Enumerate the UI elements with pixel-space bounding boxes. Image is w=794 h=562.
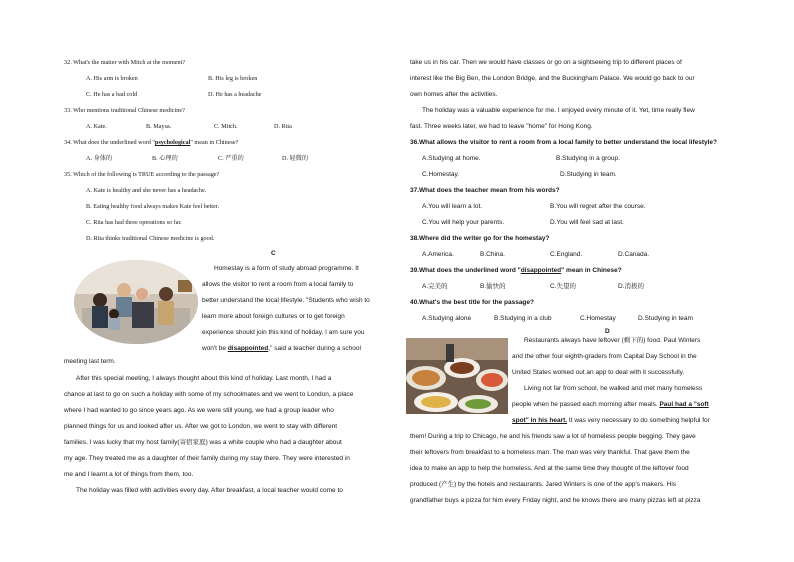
q37-option-a: A.You will learn a lot.: [422, 203, 483, 210]
passage-c-line-6-post: ," said a teacher during a school: [268, 345, 361, 352]
passage-c-line-12: families. I was lucky that my host family(寄宿家庭) was a white couple who had a daughter about: [64, 439, 342, 446]
passage-c-line-3: better understand the local lifestyle. "Students who wish to: [202, 297, 370, 304]
q34-underlined-word: psychological: [154, 139, 191, 146]
passage-d-line-7: them! During a trip to Chicago, he and his friends saw a lot of homeless people begging. They gave: [410, 433, 696, 440]
q37-option-d: D.You will feel sad at last.: [550, 219, 624, 226]
passage-d-line-8: their leftovers from breakfast to a homeless man. The man was very thankful. That gave them the: [410, 449, 690, 456]
passage-d-line-3: United States worked out an app to deal with it successfully.: [512, 369, 685, 376]
passage-d-line-10: produced (产生) by the hotels and restaurants. Jared Winters is one of the app's makers. His: [410, 481, 677, 488]
passage-c-line-8: After this special meeting, I always thought about this kind of holiday. Last month, I had a: [76, 375, 332, 382]
q34-stem-pre: 34. What does the underlined word ": [64, 139, 155, 146]
q35-option-d: D. Rita thinks traditional Chinese medicine is good.: [86, 235, 215, 242]
q33-stem: 33. Who mentions traditional Chinese medicine?: [64, 107, 185, 114]
q34-option-b: B. 心理的: [152, 155, 178, 162]
passage-c-line-11: planned things for us and looked after us. After we got to London, we went to stay with different: [64, 423, 338, 430]
q36-option-c: C.Homestay.: [422, 171, 460, 178]
q33-option-b: B. Maysa.: [146, 123, 172, 130]
q32-option-d: D. He has a headache: [208, 91, 262, 98]
q35-option-a: A. Kate is healthy and she never has a headache.: [86, 187, 207, 194]
passage-d-line-6-post: It was very necessary to do something helpful for: [567, 417, 710, 424]
passage-d-underlined-sentence-start: Paul had a "soft: [659, 401, 709, 408]
q35-option-c: C. Rita has had three operations so far.: [86, 219, 182, 226]
q33-option-c: C. Mitch.: [214, 123, 238, 130]
q39-option-d: D.消极的: [618, 283, 644, 290]
passage-d-line-11: grandfather buys a pizza for him every Friday night, and he knows there are many pizzas left at pizza: [410, 497, 701, 504]
passage-c-line-4: learn more about foreign cultures or to get foreign: [202, 313, 345, 320]
q32-option-a: A. His arm is broken: [86, 75, 138, 82]
q38-stem: 38.Where did the writer go for the homestay?: [410, 235, 550, 242]
passage-c-line-7: meeting last term.: [64, 358, 116, 365]
passage-c-cont-line-3: own homes after the activities.: [410, 91, 498, 98]
q36-option-b: B.Studying in a group.: [556, 155, 620, 162]
q35-option-b: B. Eating healthy food always makes Kate feel better.: [86, 203, 219, 210]
passage-c-line-13: my age. They treated me as a daughter of their family during my stay there. They were interested in: [64, 455, 350, 462]
q40-option-d: D.Studying in team: [638, 315, 693, 322]
passage-c-line-10: where I had wanted to go since years ago. As we were still young, we had a group leader who: [64, 407, 334, 414]
q32-option-c: C. He has a bad cold: [86, 91, 138, 98]
q38-option-b: B.China.: [480, 251, 505, 258]
passage-d-underlined-sentence-end: spot" in his heart.: [512, 417, 568, 424]
q37-option-b: B.You will regret after the course.: [550, 203, 646, 210]
q34-option-a: A. 身体的: [86, 155, 113, 162]
passage-c-underlined-word: disappointed: [227, 345, 269, 352]
q39-option-a: A.完美的: [422, 283, 448, 290]
q34-stem: [64, 137, 238, 148]
passage-c-line-9: chance at last to go on such a holiday with some of my schoolmates and we went to London, a place: [64, 391, 354, 398]
q40-stem: 40.What's the best title for the passage?: [410, 299, 534, 306]
section-c-heading: C: [271, 250, 276, 257]
q33-option-d: D. Rita: [274, 123, 292, 130]
passage-c-line-5: experience should join this kind of holiday. I am sure you: [202, 329, 365, 336]
q39-underlined-word: disappointed: [520, 267, 562, 274]
q38-option-a: A.America.: [422, 251, 454, 258]
family-photo-image: [74, 260, 198, 344]
q38-option-d: D.Canada.: [618, 251, 650, 258]
family-photo: [74, 260, 198, 344]
food-photo: [406, 338, 508, 414]
section-d-heading: D: [605, 328, 610, 335]
passage-c-line-1: Homestay is a form of study abroad programme. It: [214, 265, 359, 272]
passage-c-cont-line-1: take us in his car. Then we would have classes or go on a sightseeing trip to different places of: [410, 59, 682, 66]
q37-stem: 37.What does the teacher mean from his words?: [410, 187, 560, 194]
passage-c-line-15: The holiday was filled with activities every day. After breakfast, a local teacher would come to: [76, 487, 343, 494]
q39-stem-post: " mean in Chinese?: [561, 267, 622, 274]
q36-option-a: A.Studying at home.: [422, 155, 481, 162]
passage-c-line-6-pre: won't be: [202, 345, 228, 352]
q40-option-b: B.Studying in a club: [494, 315, 552, 322]
q38-option-c: C.England.: [550, 251, 583, 258]
q39-option-c: C.失望的: [550, 283, 576, 290]
passage-d-line-6: [512, 415, 710, 426]
passage-c-cont-line-4: The holiday was a valuable experience for me. I enjoyed every minute of it. Yet, time really flew: [422, 107, 695, 114]
passage-c-cont-line-2: interest like the Big Ben, the London Bridge, and the Buckingham Palace. We would go back to our: [410, 75, 695, 82]
passage-c-cont-line-5: fast. Three weeks later, we had to leave "home" for Hong Kong.: [410, 123, 593, 130]
q40-option-c: C.Homestay: [580, 315, 616, 322]
passage-c-line-14: me and I learnt a lot of things from them, too.: [64, 471, 194, 478]
food-photo-image: [406, 338, 508, 414]
passage-d-line-5: [512, 399, 709, 410]
q35-stem: 35. Which of the following is TRUE according to the passage?: [64, 171, 220, 178]
q40-option-a: A.Studying alone: [422, 315, 472, 322]
passage-c-line-2: allows the visitor to rent a room from a local family to: [202, 281, 354, 288]
q33-option-a: A. Kate.: [86, 123, 107, 130]
passage-d-line-2: and the other four eighth-graders from Capital Day School in the: [512, 353, 697, 360]
q32-option-b: B. His leg is broken: [208, 75, 258, 82]
passage-d-line-5-text: people when he passed each morning after meals.: [512, 401, 658, 408]
passage-c-line-6: [202, 343, 361, 354]
q39-option-b: B.愉快的: [480, 283, 506, 290]
q39-stem-pre: 39.What does the underlined word ": [410, 267, 521, 274]
passage-d-line-4: Living not far from school, he walked and met many homeless: [524, 385, 703, 392]
q36-option-d: D.Studying in team.: [560, 171, 617, 178]
q37-option-c: C.You will help your parents.: [422, 219, 505, 226]
q34-stem-post: " mean in Chinese?: [190, 139, 239, 146]
passage-d-line-1: Restaurants always have leftover (剩下的) food. Paul Winters: [524, 337, 701, 344]
q39-stem: [410, 265, 622, 276]
q34-option-c: C. 严重的: [218, 155, 244, 162]
q34-option-d: D. 轻微的: [282, 155, 309, 162]
q36-stem: 36.What allows the visitor to rent a room from a local family to better understand the local lifestyle?: [410, 139, 718, 146]
passage-d-line-9: idea to make an app to help the homeless. And at the same time they thought of the leftover food: [410, 465, 689, 472]
q32-stem: 32. What's the matter with Mitch at the moment?: [64, 59, 186, 66]
